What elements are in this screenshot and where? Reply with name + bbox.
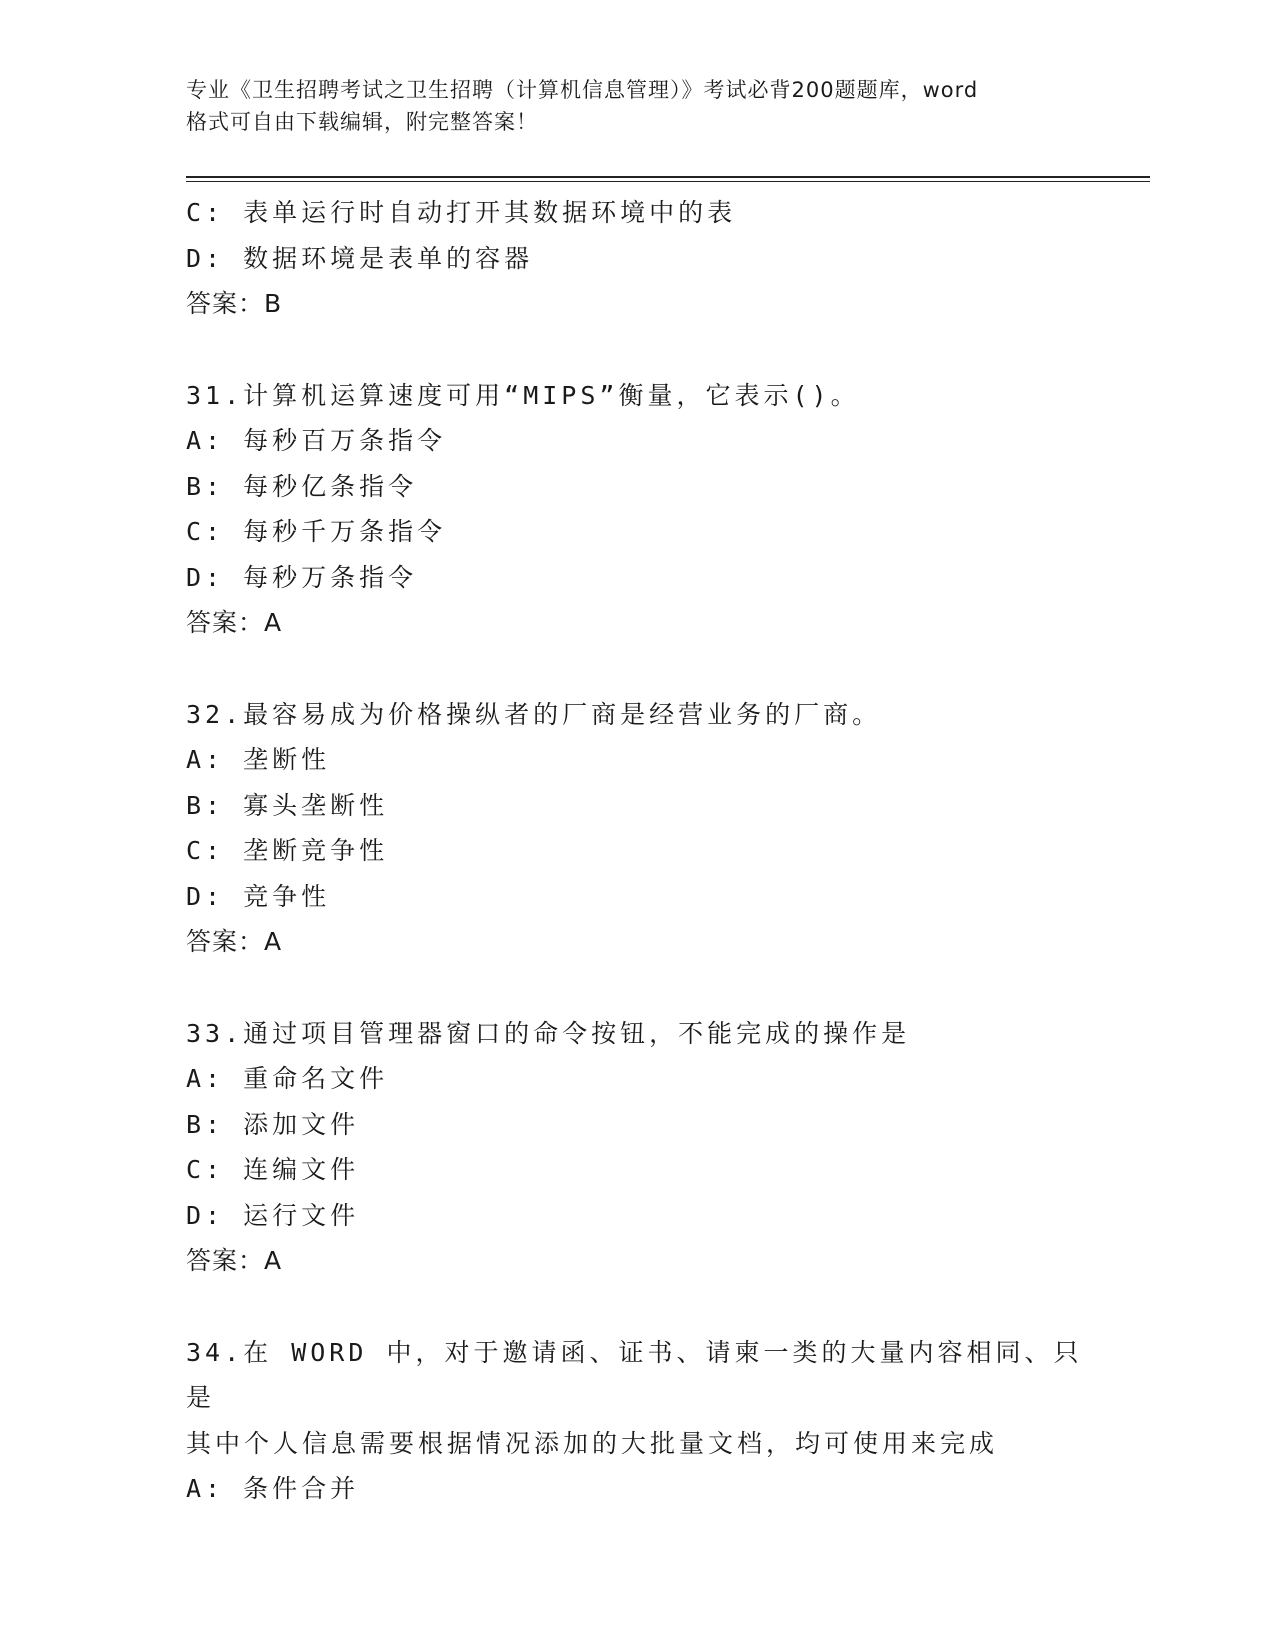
- option-d: D: 运行文件: [186, 1200, 360, 1230]
- question-list: [186, 190, 1086, 1512]
- document-header: [186, 74, 1086, 138]
- option-c: C: 表单运行时自动打开其数据环境中的表: [186, 198, 737, 227]
- option-a: A: 重命名文件: [186, 1064, 389, 1093]
- question-title: 33.通过项目管理器窗口的命令按钮，不能完成的操作是: [186, 1018, 911, 1048]
- header-divider-thick: [186, 176, 1150, 178]
- question-title: 32.最容易成为价格操纵者的厂商是经营业务的厂商。: [186, 699, 882, 729]
- option-c: C: 连编文件: [186, 1155, 360, 1184]
- question-block-34: [186, 1330, 1086, 1512]
- answer-line: 答案：A: [186, 927, 283, 956]
- question-title: 31.计算机运算速度可用“MIPS”衡量，它表示()。: [186, 380, 860, 410]
- option-a: A: 每秒百万条指令: [186, 426, 447, 455]
- answer-line: 答案：A: [186, 608, 283, 637]
- spacer: [186, 1284, 1086, 1330]
- answer-line: 答案：A: [186, 1246, 283, 1275]
- option-b: B: 寡头垄断性: [186, 790, 389, 820]
- question-title-line-2: 其中个人信息需要根据情况添加的大批量文档，均可使用来完成: [186, 1428, 999, 1458]
- question-block-33: [186, 1011, 1086, 1284]
- spacer: [186, 965, 1086, 1011]
- question-block-30: [186, 190, 1086, 327]
- option-a: A: 条件合并: [186, 1474, 360, 1503]
- spacer: [186, 646, 1086, 692]
- answer-line: 答案：B: [186, 289, 283, 318]
- spacer: [186, 327, 1086, 373]
- option-c: C: 每秒千万条指令: [186, 517, 447, 546]
- header-divider-thin: [186, 181, 1150, 182]
- option-c: C: 垄断竞争性: [186, 836, 389, 865]
- question-block-31: [186, 373, 1086, 646]
- option-d: D: 竞争性: [186, 881, 331, 911]
- question-title-line-1: 34.在 WORD 中，对于邀请函、证书、请柬一类的大量内容相同、只是: [186, 1337, 1083, 1412]
- option-d: D: 数据环境是表单的容器: [186, 243, 534, 273]
- header-line-2: 格式可自由下载编辑，附完整答案！: [186, 110, 538, 134]
- question-block-32: [186, 692, 1086, 965]
- option-b: B: 每秒亿条指令: [186, 471, 418, 501]
- header-line-1: 专业《卫生招聘考试之卫生招聘（计算机信息管理）》考试必背200题题库，word: [186, 78, 979, 102]
- option-d: D: 每秒万条指令: [186, 562, 418, 592]
- option-b: B: 添加文件: [186, 1109, 360, 1139]
- option-a: A: 垄断性: [186, 745, 331, 774]
